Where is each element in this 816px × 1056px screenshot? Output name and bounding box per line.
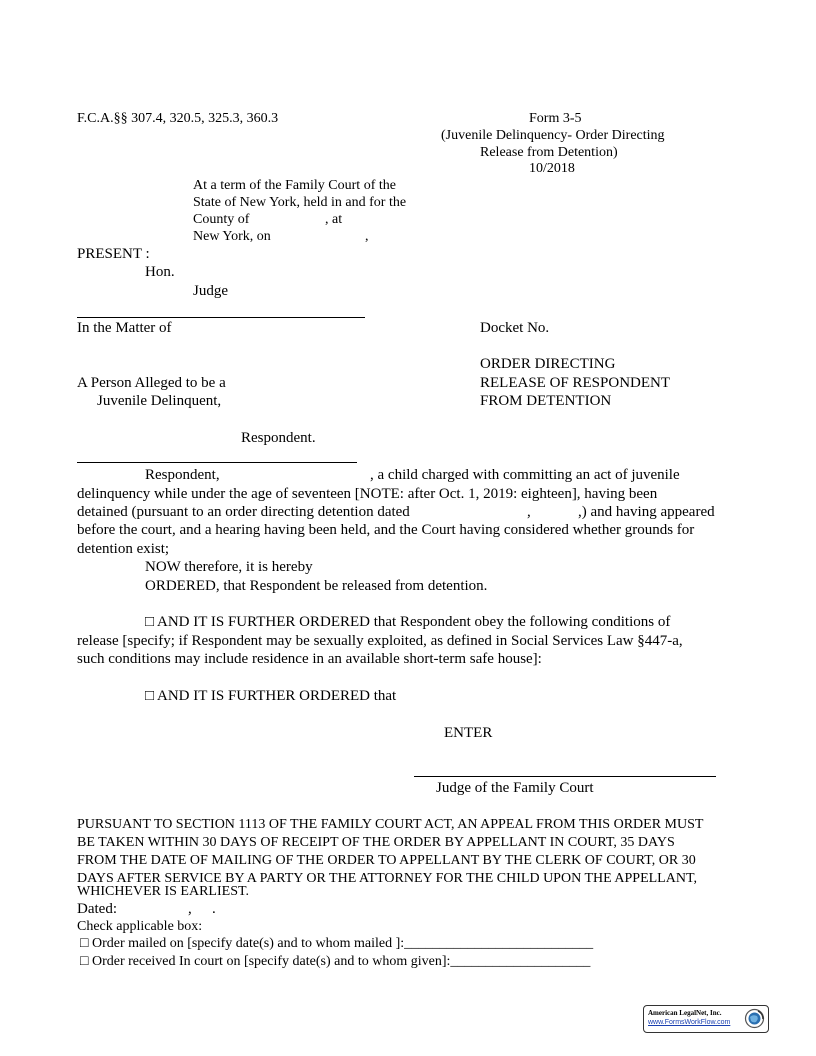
- judge-of-family-court: Judge of the Family Court: [436, 780, 594, 796]
- para1-line3-b: ,: [527, 504, 531, 520]
- further-ordered: □ AND IT IS FURTHER ORDERED that: [145, 688, 397, 704]
- court-term-line2: State of New York, held in and for the: [193, 195, 407, 210]
- respondent-label: Respondent.: [241, 430, 316, 446]
- notice-line2: BE TAKEN WITHIN 30 DAYS OF RECEIPT OF THE ORDER BY APPELLANT IN COURT, 35 DAYS: [77, 835, 675, 850]
- logo-company: American LegalNet, Inc.: [648, 1009, 722, 1017]
- para1-line4: before the court, and a hearing having been held, and the Court having considered whether grounds for: [77, 522, 695, 538]
- notice-line1: PURSUANT TO SECTION 1113 OF THE FAMILY COURT ACT, AN APPEAL FROM THIS ORDER MUST: [77, 817, 704, 832]
- person-alleged-line2: Juvenile Delinquent,: [97, 393, 222, 409]
- court-term-at-label: , at: [325, 212, 343, 227]
- notice-line3: FROM THE DATE OF MAILING OF THE ORDER TO APPELLANT BY THE CLERK OF COURT, OR 30: [77, 853, 696, 868]
- conditions-line3: such conditions may include residence in an available short-term safe house]:: [77, 651, 542, 667]
- para1-line3-a: detained (pursuant to an order directing detention dated: [77, 504, 410, 520]
- form-date: 10/2018: [529, 161, 575, 176]
- in-the-matter-of: In the Matter of: [77, 320, 172, 336]
- judge-label: Judge: [193, 283, 228, 299]
- person-alleged-line1: A Person Alleged to be a: [77, 375, 226, 391]
- order-title-line1: ORDER DIRECTING: [480, 356, 616, 372]
- dated-label: Dated:: [77, 901, 117, 917]
- now-therefore: NOW therefore, it is hereby: [145, 559, 313, 575]
- court-term-on-label: New York, on: [193, 229, 271, 244]
- caption-bottom-rule: [77, 462, 357, 463]
- form-title-line2: Release from Detention): [480, 145, 618, 160]
- conditions-line2: release [specify; if Respondent may be sexually exploited, as defined in Social Services Law §447-a,: [77, 633, 683, 649]
- form-number: Form 3-5: [529, 111, 582, 126]
- option-order-received[interactable]: □ Order received In court on [specify date(s) and to whom given]:____________________: [80, 954, 591, 969]
- statute-citation: F.C.A.§§ 307.4, 320.5, 325.3, 360.3: [77, 111, 279, 126]
- present-label: PRESENT :: [77, 246, 150, 262]
- dated-period: .: [212, 901, 216, 917]
- para1-respondent: Respondent,: [145, 467, 220, 483]
- logo-url[interactable]: www.FormsWorkFlow.com: [648, 1019, 731, 1026]
- hon-label: Hon.: [145, 264, 175, 280]
- judge-signature-line: [414, 776, 716, 777]
- globe-icon: [744, 1008, 765, 1029]
- dated-comma: ,: [188, 901, 192, 917]
- court-term-comma: ,: [365, 229, 369, 244]
- form-title-line1: (Juvenile Delinquency- Order Directing: [441, 128, 665, 143]
- para1-line3-c: ,) and having appeared: [578, 504, 715, 520]
- court-term-county-label: County of: [193, 212, 250, 227]
- order-title-line2: RELEASE OF RESPONDENT: [480, 375, 671, 391]
- check-box-label: Check applicable box:: [77, 919, 203, 934]
- caption-top-rule: [77, 317, 365, 318]
- conditions-line1: □ AND IT IS FURTHER ORDERED that Respondent obey the following conditions of: [145, 614, 671, 630]
- para1-line1-rest: , a child charged with committing an act of juvenile: [370, 467, 680, 483]
- notice-line4: DAYS AFTER SERVICE BY A PARTY OR THE ATTORNEY FOR THE CHILD UPON THE APPELLANT,: [77, 871, 697, 886]
- notice-line5: WHICHEVER IS EARLIEST.: [77, 884, 249, 899]
- para1-line2: delinquency while under the age of seventeen [NOTE: after Oct. 1, 2019: eighteen], having been: [77, 486, 658, 502]
- court-term-line1: At a term of the Family Court of the: [193, 178, 396, 193]
- docket-no-label: Docket No.: [480, 320, 550, 336]
- american-legalnet-logo: [643, 1005, 769, 1033]
- option-order-mailed[interactable]: □ Order mailed on [specify date(s) and to whom mailed ]:___________________________: [80, 936, 594, 951]
- enter-label: ENTER: [444, 725, 493, 741]
- order-title-line3: FROM DETENTION: [480, 393, 612, 409]
- ordered-release: ORDERED, that Respondent be released from detention.: [145, 578, 488, 594]
- para1-line5: detention exist;: [77, 541, 170, 557]
